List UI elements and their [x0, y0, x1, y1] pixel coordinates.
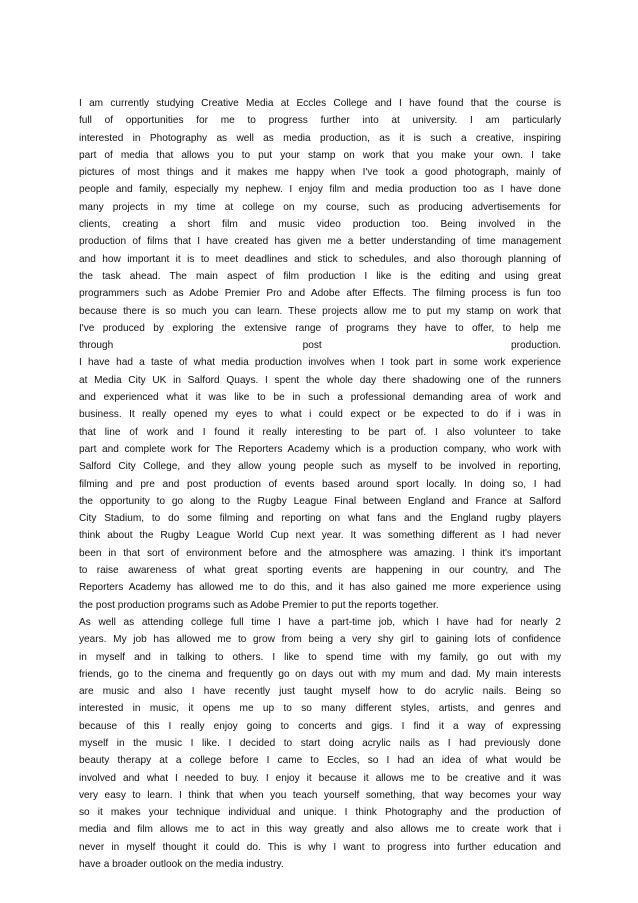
text-line: media and film allows me to act in this way greatly and also allows me to create work that i [79, 824, 561, 836]
text-line: the task ahead. The main aspect of film production I like is the editing and using great [79, 270, 561, 282]
text-line: because there is so much you can learn. These projects allow me to put my stamp on work that [79, 305, 561, 317]
text-line: production of films that I have created has given me a better understanding of time management [79, 236, 561, 248]
text-line: myself in the music I like. I decided to start doing acrylic nails as I had previously done [79, 737, 561, 749]
text-line: that line of work and I found it really interesting to be part of. I also volunteer to take [79, 426, 561, 438]
text-line: Reporters Academy has allowed me to do this, and it has also gained me more experience using [79, 582, 561, 594]
text-line: have a broader outlook on the media industry. [79, 859, 284, 871]
text-line: friends, go to the cinema and frequently go on days out with my mum and dad. My main interests [79, 668, 561, 680]
text-line: people and family, especially my nephew. I enjoy film and media production too as I have done [79, 184, 561, 196]
text-line: beauty therapy at a college before I came to Eccles, so I had an idea of what would be [79, 755, 561, 767]
text-line: interested in music, it opens me up to so many different styles, artists, and genres and [79, 703, 561, 715]
text-line: been in that sort of environment before and the atmosphere was amazing. I think it's important [79, 547, 561, 559]
text-line: As well as attending college full time I have a part-time job, which I have had for nearly 2 [79, 616, 561, 628]
text-line: City Stadium, to do some filming and reporting on what fans and the England rugby players [79, 513, 561, 525]
text-line: many projects in my time at college on my course, such as producing advertisements for [79, 201, 561, 213]
text-line: in myself and in talking to others. I like to spend time with my family, go out with my [79, 651, 561, 663]
text-line: so it makes your technique individual and unique. I think Photography and the production of [79, 807, 561, 819]
text-line: because of this I really enjoy going to concerts and gigs. I find it a way of expressing [79, 720, 561, 732]
text-line: I've produced by exploring the extensive range of programs they have to offer, to help me [79, 322, 561, 334]
text-line: business. It really opened my eyes to what i could expect or be expected to do if i was in [79, 409, 561, 421]
text-line: part and complete work for The Reporters Academy which is a production company, who work with [79, 443, 561, 455]
text-line: the opportunity to go along to the Rugby League Final between England and France at Salford [79, 495, 561, 507]
text-line: interested in Photography as well as media production, as it is such a creative, inspiring [79, 132, 561, 144]
text-line: and experienced what it was like to be in such a professional demanding area of work and [79, 392, 561, 404]
text-line: full of opportunities for me to progress further into at university. I am particularly [79, 115, 561, 127]
text-line: never in myself thought it could do. This is why I want to progress into further education and [79, 841, 561, 853]
text-line: are music and also I have recently just taught myself how to do acrylic nails. Being so [79, 686, 561, 698]
text-line: at Media City UK in Salford Quays. I spent the whole day there shadowing one of the runners [79, 374, 561, 386]
text-line: to raise awareness of what great sporting events are happening in our country, and The [79, 565, 561, 577]
text-line: filming and pre and post production of events based around sport locally. In doing so, I had [79, 478, 561, 490]
text-line: clients, creating a short film and music video production too. Being involved in the [79, 219, 561, 231]
personal-statement-text [79, 95, 561, 873]
text-line: pictures of most things and it makes me happy when I've took a good photograph, mainly of [79, 167, 561, 179]
text-line: very easy to learn. I think that when you teach yourself something, that way becomes your way [79, 789, 561, 801]
text-line: involved and what I needed to buy. I enjoy it because it allows me to be creative and it was [79, 772, 561, 784]
text-line: Salford City College, and they allow young people such as myself to be involved in reporting, [79, 461, 561, 473]
text-line: years. My job has allowed me to grow from being a very shy girl to gaining lots of confidence [79, 634, 561, 646]
text-line: the post production programs such as Adobe Premier to put the reports together. [79, 599, 439, 611]
text-line: think about the Rugby League World Cup next year. It was something different as I had never [79, 530, 561, 542]
text-line: and how important it is to meet deadlines and stick to schedules, and also thorough planning of [79, 253, 561, 265]
text-line: through post production. [79, 340, 561, 352]
text-line: I have had a taste of what media production involves when I took part in some work experience [79, 357, 561, 369]
text-line: part of media that allows you to put your stamp on work that you make your own. I take [79, 149, 561, 161]
text-line: programmers such as Adobe Premier Pro and Adobe after Effects. The filming process is fun too [79, 288, 561, 300]
text-line: I am currently studying Creative Media at Eccles College and I have found that the course is [79, 98, 561, 109]
